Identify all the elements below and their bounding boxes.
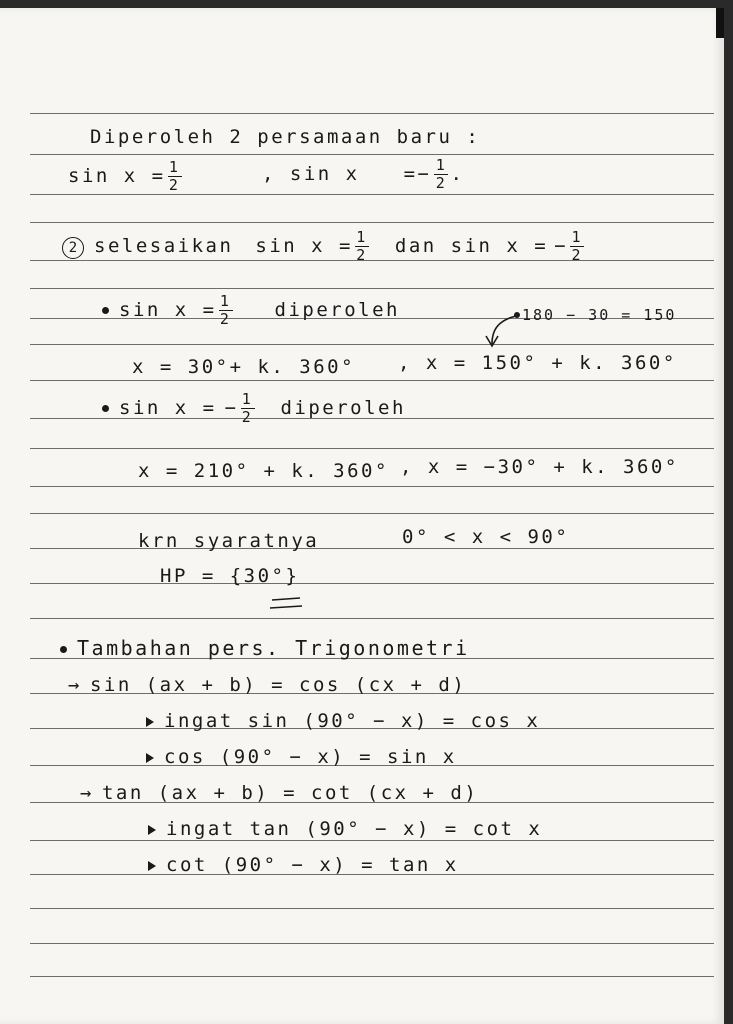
rule2-text: tan (ax + b) = cot (cx + d) xyxy=(101,782,479,804)
step2-num-b: 1 xyxy=(571,228,583,246)
case2-lhs: sin x = xyxy=(119,397,217,419)
step2-mid: dan sin x = xyxy=(394,235,549,257)
solution-set: HP = {30°} xyxy=(160,565,300,587)
eq2-lhs: sin x xyxy=(289,163,360,185)
arrow-right-icon: → xyxy=(80,782,94,804)
case1-den: 2 xyxy=(219,310,232,328)
case1-lhs: sin x = xyxy=(119,299,217,321)
triangle-bullet-icon xyxy=(146,753,154,763)
case2-label: diperoleh xyxy=(280,397,406,419)
solution1-a: x = 30°+ k. 360° xyxy=(132,356,356,378)
case2-sign: − xyxy=(224,397,239,419)
rule1-text: sin (ax + b) = cos (cx + d) xyxy=(89,674,467,696)
rule2b-text: cot (90° − x) = tan x xyxy=(166,854,459,876)
step2-den-b: 2 xyxy=(571,246,583,264)
extra-title: Tambahan pers. Trigonometri xyxy=(77,636,470,660)
case2-fraction xyxy=(241,392,255,425)
triangle-bullet-icon xyxy=(148,825,156,835)
step2-num-a: 1 xyxy=(356,228,368,246)
eq1-den: 2 xyxy=(168,176,181,194)
rule2b-row xyxy=(148,854,459,876)
case2-row xyxy=(102,392,406,425)
solution1-b xyxy=(398,352,677,374)
solution1-b-text: x = 150° + k. 360° xyxy=(425,352,677,374)
rule1-row xyxy=(68,674,466,696)
header-line: Diperoleh 2 persamaan baru : xyxy=(90,126,481,148)
condition-expr: 0° < x < 90° xyxy=(402,526,570,548)
bullet-dot-icon xyxy=(60,646,67,653)
case1-num: 1 xyxy=(219,292,232,310)
eq2-num: 1 xyxy=(435,156,448,174)
triangle-bullet-icon xyxy=(148,861,156,871)
solution-separator: , xyxy=(400,456,428,478)
eq-separator: , xyxy=(262,163,276,185)
solution2-b-text: x = −30° + k. 360° xyxy=(427,456,679,478)
eq1-num: 1 xyxy=(168,158,181,176)
arrow-right-icon: → xyxy=(68,674,82,696)
extra-title-row xyxy=(60,636,470,660)
eq2-tail: . xyxy=(450,163,465,185)
case1-label: diperoleh xyxy=(274,299,400,321)
side-note: 180 − 30 = 150 xyxy=(522,306,677,324)
rule1a-row xyxy=(146,710,540,732)
step2-sign-b: − xyxy=(554,235,569,257)
case2-num: 1 xyxy=(241,390,254,408)
solution2-b xyxy=(400,456,679,478)
rule2-row xyxy=(80,782,478,804)
step2-den-a: 2 xyxy=(356,246,368,264)
rule1b-row xyxy=(146,746,457,768)
solution-separator: , xyxy=(398,352,426,374)
case2-den: 2 xyxy=(241,408,254,426)
rule2a-text: ingat tan (90° − x) = cot x xyxy=(166,818,543,840)
triangle-bullet-icon xyxy=(146,717,154,727)
rule1b-text: cos (90° − x) = sin x xyxy=(164,746,457,768)
eq2-den: 2 xyxy=(435,174,448,192)
eq2-equals: = xyxy=(403,163,418,185)
condition-label: krn syaratnya xyxy=(138,530,320,552)
notebook-page xyxy=(0,8,724,1024)
step2-eq-a: sin x = xyxy=(255,235,353,257)
step2-text: selesaikan xyxy=(94,235,234,257)
eq1-lhs: sin x = xyxy=(68,165,166,187)
eq2-sign: − xyxy=(417,163,432,185)
rule1a-text: ingat sin (90° − x) = cos x xyxy=(164,710,541,732)
step2-number-circled: 2 xyxy=(62,237,84,259)
bullet-dot-icon xyxy=(102,405,109,412)
rule2a-row xyxy=(148,818,542,840)
solution2-a: x = 210° + k. 360° xyxy=(138,460,389,482)
